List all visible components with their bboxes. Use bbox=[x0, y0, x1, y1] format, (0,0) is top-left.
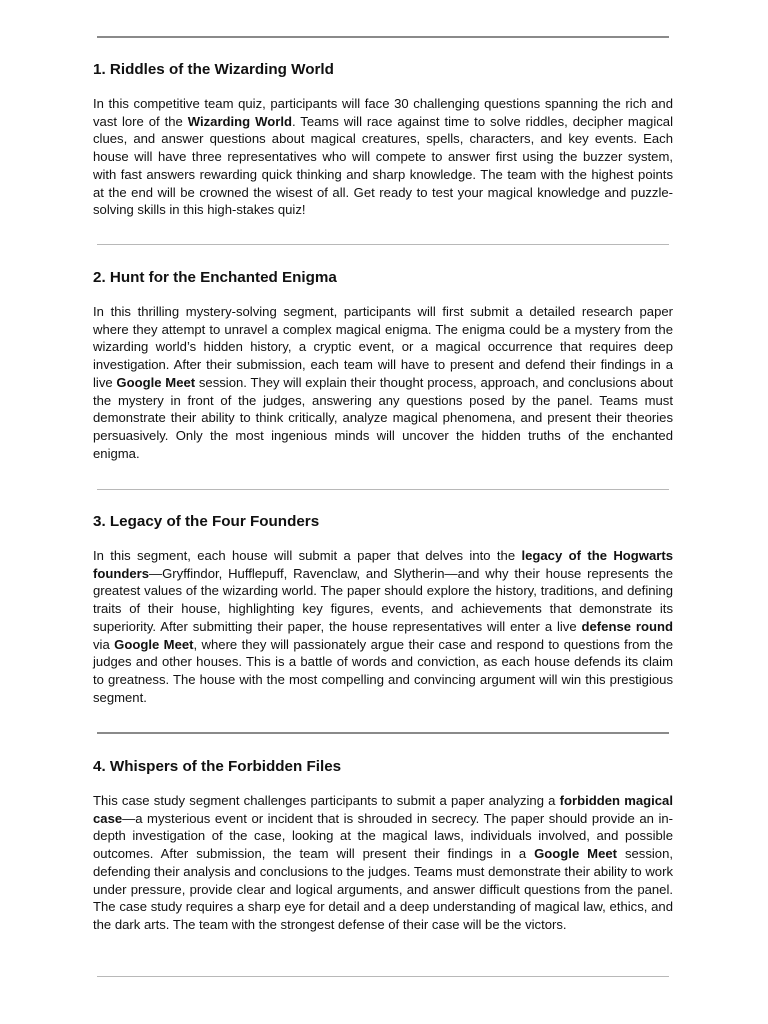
section-divider bbox=[97, 489, 669, 490]
section-divider bbox=[97, 732, 669, 734]
section-heading-riddles: 1. Riddles of the Wizarding World bbox=[93, 61, 334, 78]
section-body-enigma: In this thrilling mystery-solving segment, participants will first submit a detailed research paper where they attempt to unravel a complex magical enigma. The enigma could be a mystery from the wizarding world’s hidden history, a cryptic event, or a magical occurrence that requires deep investigation. After their submission, each team will have to present and defend their findings in a live Google Meet session. They will explain their thought process, approach, and conclusions about the mystery in front of the judges, answering any questions posed by the panel. Teams must demonstrate their ability to think critically, analyze magical phenomena, and present their theories persuasively. Only the most ingenious minds will uncover the hidden truths of the enchanted enigma. bbox=[93, 304, 673, 461]
bold-phrase: defense round bbox=[581, 618, 673, 634]
bold-phrase: Google Meet bbox=[534, 846, 618, 862]
section-heading-enigma: 2. Hunt for the Enchanted Enigma bbox=[93, 269, 337, 286]
bold-phrase: Google Meet bbox=[116, 374, 196, 390]
section-divider bbox=[97, 36, 669, 38]
section-heading-founders: 3. Legacy of the Four Founders bbox=[93, 513, 320, 530]
section-body-riddles: In this competitive team quiz, participants will face 30 challenging questions spanning the rich and vast lore of the Wizarding World. Teams will race against time to solve riddles, decipher magical clues, and answer questions about magical creatures, spells, characters, and key events. Each house will have three representatives who will compete to answer first using the buzzer system, with fast answers rewarding quick thinking and sharp knowledge. The team with the highest points at the end will be crowned the wisest of all. Get ready to test your magical knowledge and puzzle-solving skills in this high-stakes quiz! bbox=[93, 96, 673, 218]
bold-phrase: forbidden magical case bbox=[93, 793, 673, 826]
bold-phrase: Google Meet bbox=[114, 636, 194, 652]
section-divider bbox=[97, 244, 669, 245]
bold-phrase: legacy of the Hogwarts founders bbox=[93, 548, 673, 581]
section-body-founders: In this segment, each house will submit a paper that delves into the legacy of the Hogwarts founders—Gryffindor, Hufflepuff, Ravenclaw, and Slytherin—and why their house represents the greatest values of the wizarding world. The paper should explore the history, traditions, and defining traits of their house, highlighting key figures, events, and achievements that demonstrate its superiority. After submitting their paper, the house representatives will enter a live defense round via Google Meet, where they will passionately argue their case and respond to questions from the judges and other houses. This is a battle of words and conviction, as each house defends its claim to greatness. The house with the most compelling and convincing argument will win this prestigious segment. bbox=[93, 548, 673, 705]
section-body-forbidden-files: This case study segment challenges participants to submit a paper analyzing a forbidden magical case—a mysterious event or incident that is shrouded in secrecy. The paper should provide an in-depth investigation of the case, looking at the magical laws, individuals involved, and possible outcomes. After submission, the team will present their findings in a Google Meet session, defending their analysis and conclusions to the judges. Teams must demonstrate their ability to work under pressure, provide clear and logical arguments, and answer difficult questions from the panel. The case study requires a sharp eye for detail and a deep understanding of magical law, ethics, and the dark arts. The team with the strongest defense of their case will be the victors. bbox=[93, 793, 673, 932]
section-heading-forbidden-files: 4. Whispers of the Forbidden Files bbox=[93, 758, 342, 775]
bold-phrase: Wizarding World bbox=[187, 113, 292, 129]
section-divider bbox=[97, 976, 669, 977]
